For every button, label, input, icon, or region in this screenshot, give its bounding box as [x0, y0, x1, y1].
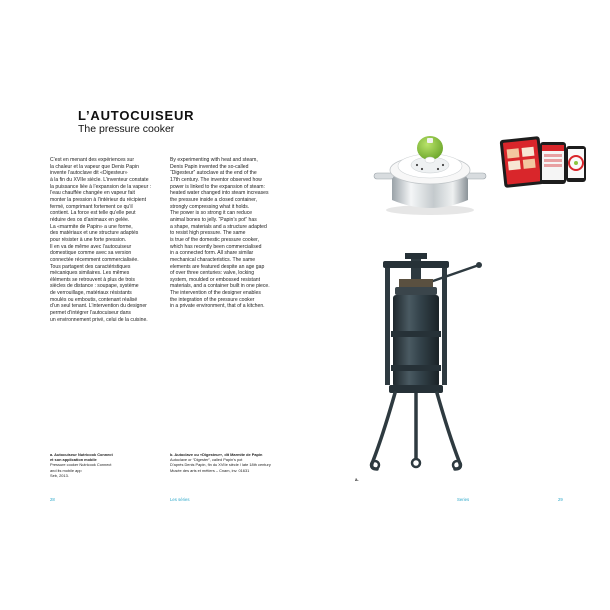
text-line: in a private environment, that of a kitchen.: [170, 303, 265, 310]
text-line: to resist high pressure. The same: [170, 230, 246, 237]
text-line: à la fin du XVIIe siècle. L’inventeur constate: [50, 176, 149, 183]
text-line: monter la pression à l’intérieur du récipient: [50, 196, 146, 203]
body-text-french: [50, 157, 162, 323]
text-line: La «marmite de Papin» a une forme,: [50, 223, 133, 230]
text-line: a shape, materials and a structure adapted: [170, 223, 267, 230]
text-line: is true of the domestic pressure cooker,: [170, 236, 259, 243]
text-line: the integration of the pressure cooker: [170, 296, 255, 303]
text-line: Denis Papin invented the so-called: [170, 163, 249, 170]
text-line: mécaniques similaires. Les mêmes: [50, 270, 130, 277]
left-running-head: Les séries: [170, 497, 190, 502]
caption-a: [50, 452, 160, 478]
text-line: The power is so strong it can reduce: [170, 210, 253, 217]
text-line: elements are featured despite an age gap: [170, 263, 265, 270]
page-title: L’AUTOCUISEUR: [78, 108, 195, 123]
figure-label-a: a.: [355, 477, 359, 482]
caption-title: b. Autoclave ou «Digesteur», dit Marmite de Papin: [170, 452, 263, 457]
text-line: The intervention of the designer enables: [170, 290, 261, 297]
text-line: which has recently been commercialised: [170, 243, 262, 250]
text-line: system, moulded or embossed resistant: [170, 276, 261, 283]
caption-line: Pressure cooker Nutricook Connect: [50, 462, 112, 468]
caption-line: and its mobile app: [50, 467, 82, 473]
text-line: siècles de distance : soupape, système: [50, 283, 139, 290]
text-line: la chaleur et la vapeur que Denis Papin: [50, 163, 139, 170]
text-line: l’eau chauffée changée en vapeur fait: [50, 190, 135, 197]
caption-line: Seb, 2013.: [50, 472, 69, 478]
text-line: un environnement privé, celui de la cuisine.: [50, 316, 148, 323]
text-line: heated water changed into steam increases: [170, 190, 269, 197]
right-running-head: Series: [457, 497, 470, 502]
text-line: permet d’intégrer l’autocuiseur dans: [50, 310, 131, 317]
text-line: connectée récemment commercialisée.: [50, 256, 139, 263]
text-line: domestique comme avec sa version: [50, 250, 132, 257]
text-line: pour résister à une forte pression.: [50, 236, 127, 243]
text-line: mechanical characteristics. The same: [170, 256, 256, 263]
text-line: moulés ou emboutis, contenant réalisé: [50, 296, 138, 303]
text-line: 17th century. The inventor observed how: [170, 176, 262, 183]
text-line: invente l’autoclave dit «Digesteur»: [50, 170, 128, 177]
caption-title: et son application mobile: [50, 457, 97, 463]
mobile-app-devices-image: [494, 136, 590, 188]
text-line: la puissance liée à l’expansion de la vapeur :: [50, 183, 152, 190]
text-line: des matériaux et une structure adaptés: [50, 230, 139, 237]
text-line: réduire des os d’animaux en gelée.: [50, 216, 130, 223]
text-line: contient. La force est telle qu’elle peut: [50, 210, 136, 217]
text-line: By experimenting with heat and steam,: [170, 157, 258, 163]
left-page-number: 28: [50, 497, 55, 502]
text-line: Tous partagent des caractéristiques: [50, 263, 131, 270]
text-line: C’est en menant des expériences sur: [50, 157, 135, 163]
text-line: the pressure inside a closed container,: [170, 196, 257, 203]
text-line: strongly compressing what it holds.: [170, 203, 250, 210]
caption-line: Musée des arts et métiers – Cnam, inv. 01631: [170, 467, 250, 473]
text-line: animal bones to jelly. “Papin’s pot” has: [170, 216, 257, 223]
caption-line: Autoclave or “Digester”, called Papin’s pot: [170, 457, 243, 463]
caption-title: a. Autocuiseur Nutricook Connect: [50, 452, 113, 457]
page-subtitle: The pressure cooker: [78, 123, 175, 135]
pressure-cooker-image: [372, 118, 488, 218]
caption-b: [170, 452, 300, 473]
text-line: of over three centuries: valve, locking: [170, 270, 255, 277]
body-text-english: [170, 157, 288, 310]
text-line: “Digesteur” autoclave at the end of the: [170, 170, 257, 177]
right-page-number: 29: [558, 497, 563, 502]
text-line: de verrouillage, matériaux résistants: [50, 290, 132, 297]
text-line: materials, and a container built in one piece.: [170, 283, 270, 290]
papin-digester-image: [355, 235, 485, 475]
text-line: fermé, comprimant fortement ce qu’il: [50, 203, 133, 210]
text-line: in a connected form. All share similar: [170, 250, 254, 257]
caption-line: D’après Denis Papin, fin du XVIIe siècle / late 18th century: [170, 462, 271, 468]
text-line: power is linked to the expansion of steam:: [170, 183, 265, 190]
text-line: Il en va de même avec l’autocuiseur: [50, 243, 132, 250]
text-line: d’un seul tenant. L’intervention du designer: [50, 303, 147, 310]
text-line: éléments se retrouvent à plus de trois: [50, 276, 135, 283]
